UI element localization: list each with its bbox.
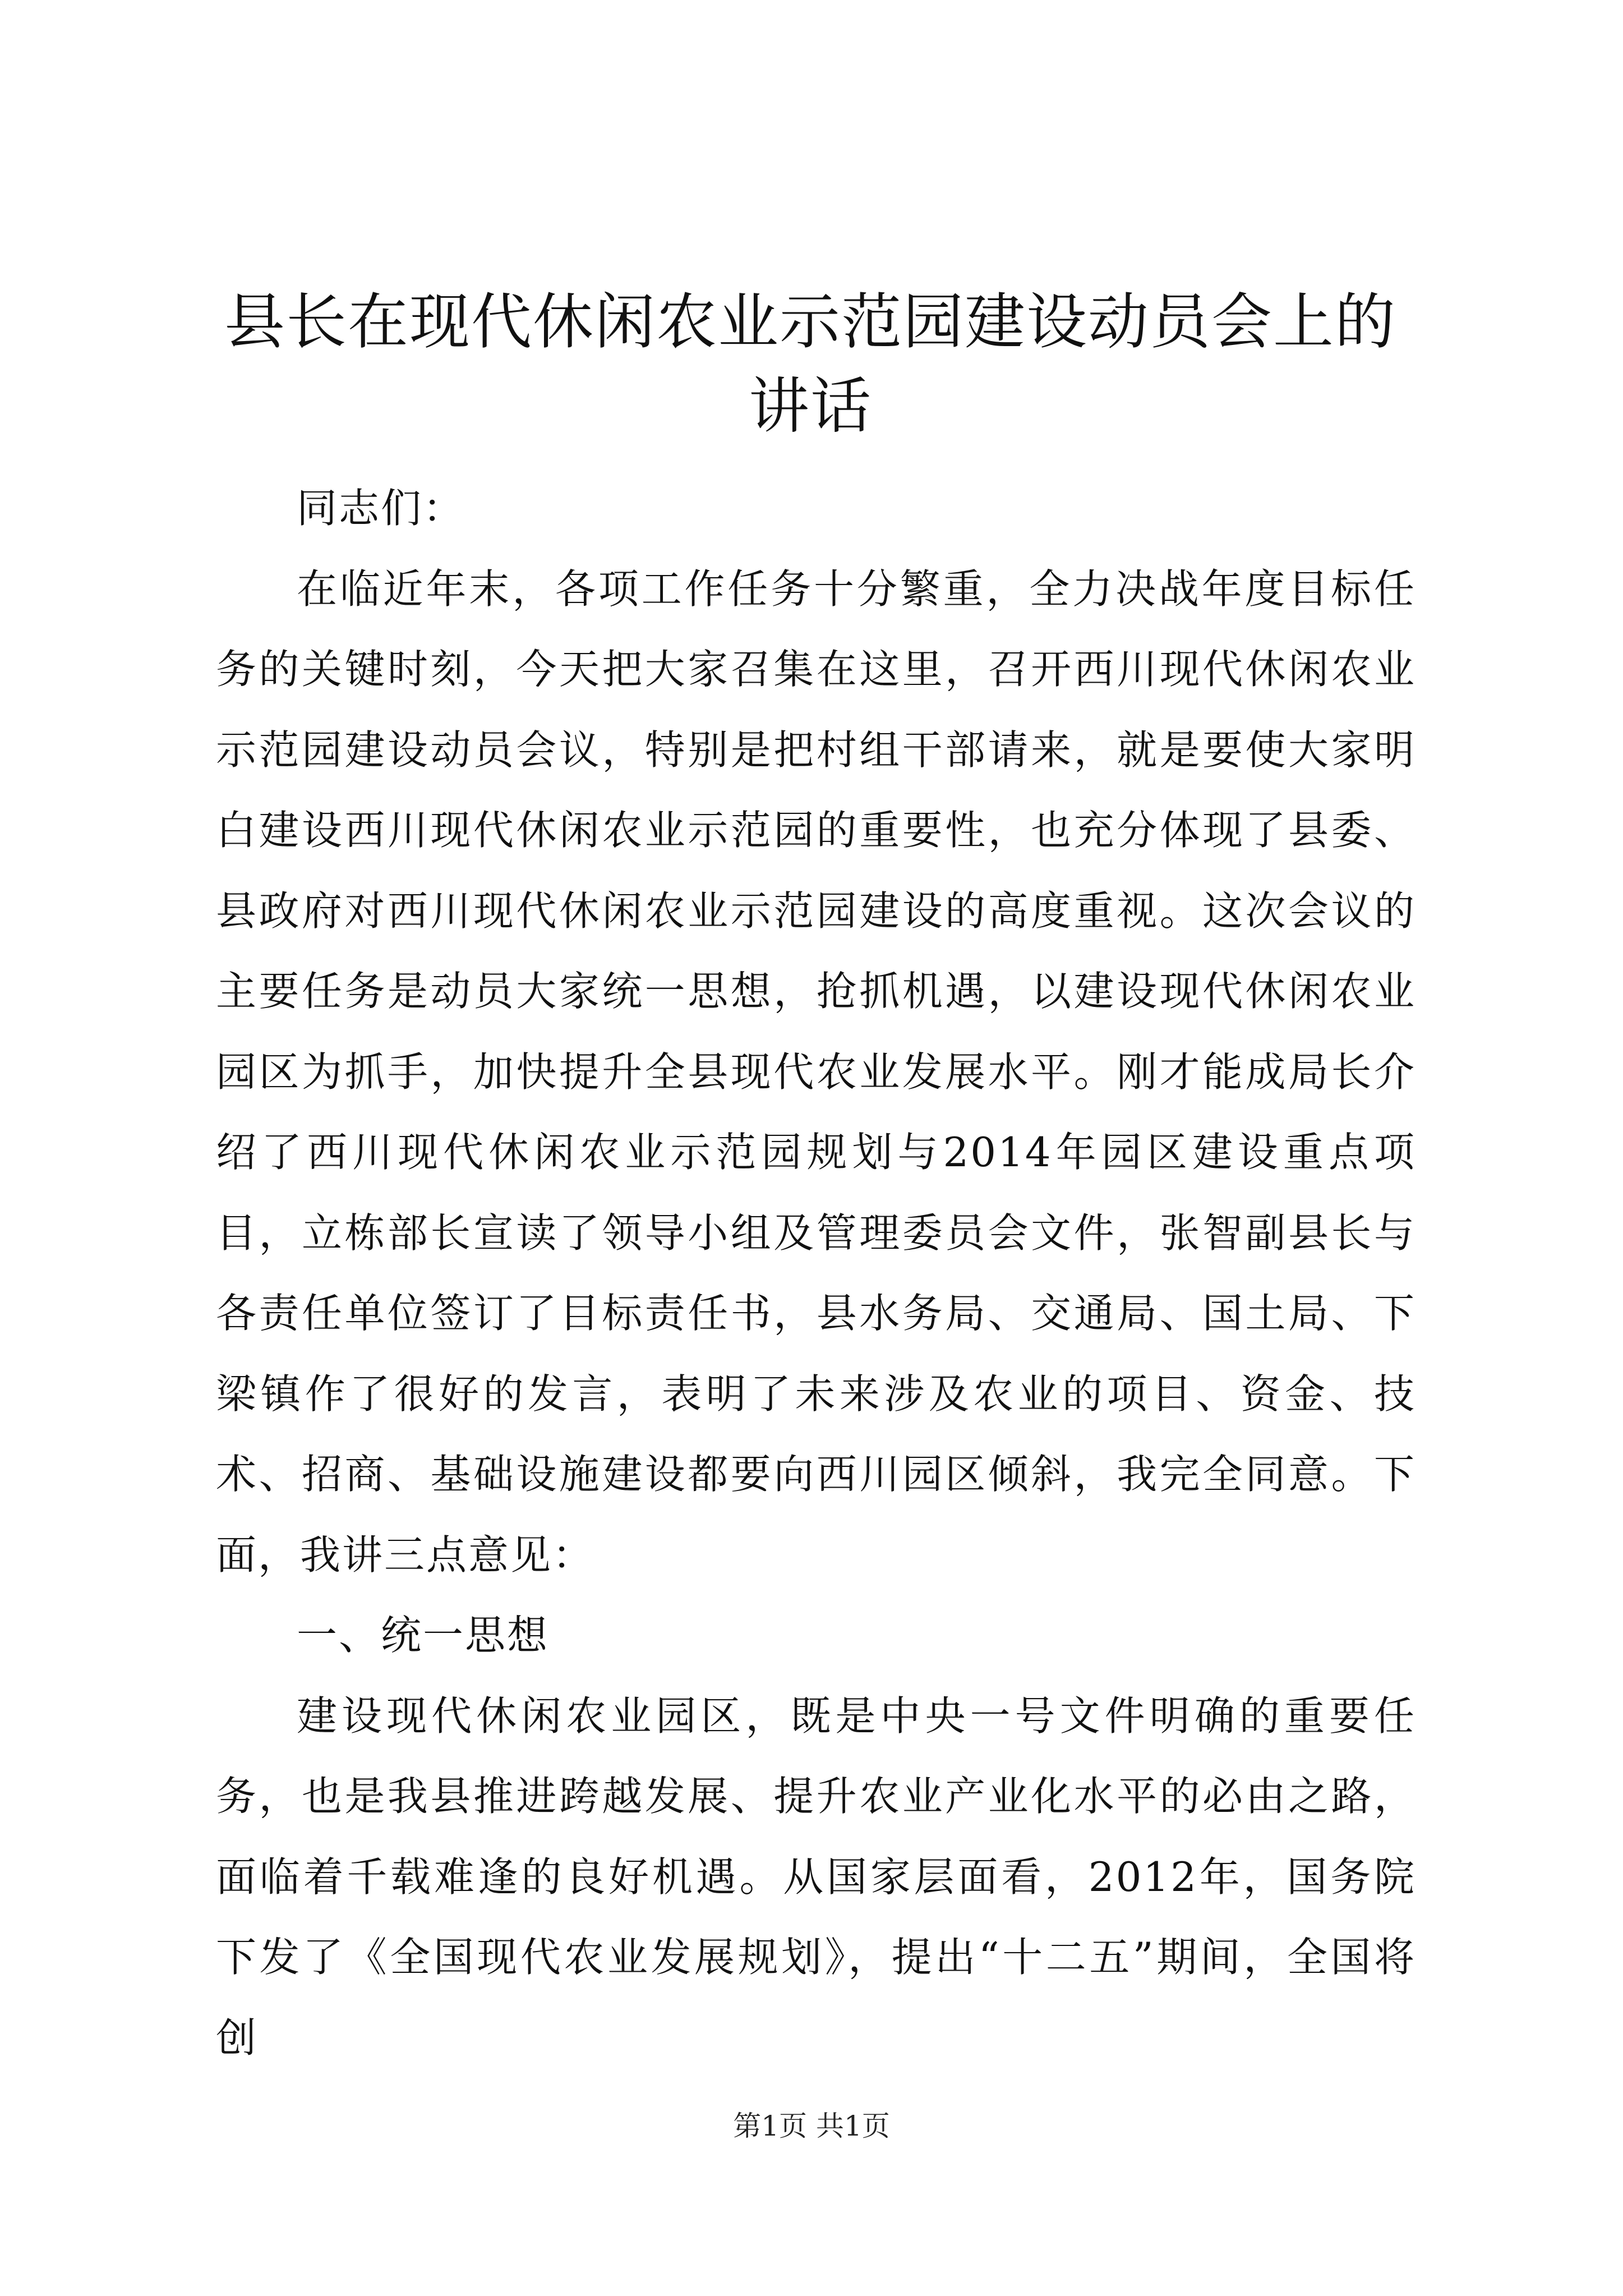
document-title: 县长在现代休闲农业示范园建设动员会上的讲话 [224, 287, 1396, 441]
document-body [216, 468, 1416, 2078]
body-paragraph: 在临近年末，各项工作任务十分繁重，全力决战年度目标任务的关键时刻，今天把大家召集在这里，召开西川现代休闲农业示范园建设动员会议，特别是把村组干部请来，就是要使大家明白建设西川现代休闲农业示范园的重要性，也充分体现了县委、县政府对西川现代休闲农业示范园建设的高度重视。这次会议的主要任务是动员大家统一思想，抢抓机遇，以建设现代休闲农业园区为抓手，加快提升全县现代农业发展水平。刚才能成局长介绍了西川现代休闲农业示范园规划与2014年园区建设重点项目，立栋部长宣读了领导小组及管理委员会文件，张智副县长与各责任单位签订了目标责任书，县水务局、交通局、国土局、下梁镇作了很好的发言，表明了未来涉及农业的项目、资金、技术、招商、基础设施建设都要向西川园区倾斜，我完全同意。下面，我讲三点意见： [216, 565, 1416, 1579]
salutation-paragraph: 同志们： [297, 485, 465, 532]
page-footer: 第1页 共1页 [733, 2110, 890, 2142]
section-heading: 一、统一思想 [297, 1612, 550, 1659]
body-paragraph: 建设现代休闲农业园区，既是中央一号文件明确的重要任务，也是我县推进跨越发展、提升农业产业化水平的必由之路，面临着千载难逢的良好机遇。从国家层面看，2012年，国务院下发了《全国现代农业发展规划》，提出“十二五”期间，全国将创 [216, 1692, 1416, 2062]
